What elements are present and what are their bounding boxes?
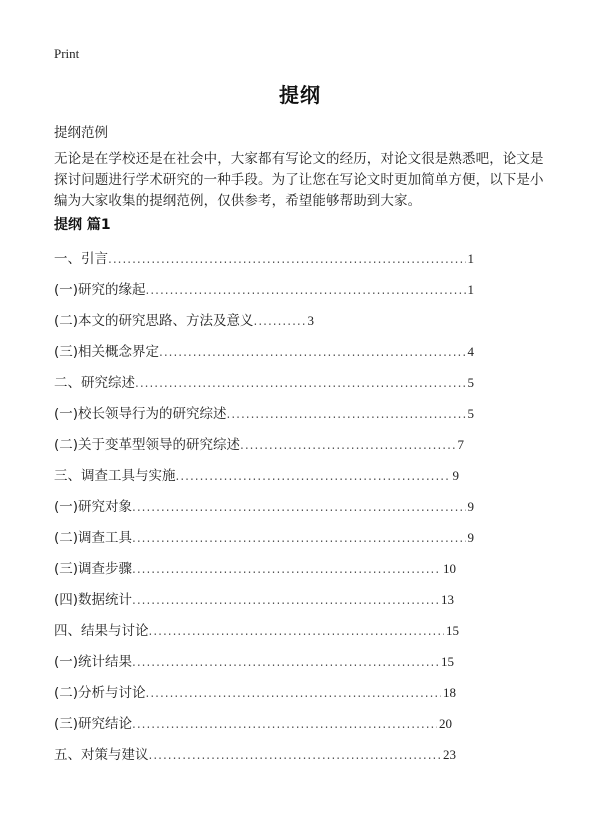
toc-entry[interactable]: [54, 557, 456, 588]
toc-dot-leader: [146, 686, 441, 700]
toc-entry-page-number: 4: [467, 344, 474, 359]
toc-entry-label: (三)调查步骤: [54, 561, 133, 577]
toc-entry-page-number: 15: [441, 654, 454, 669]
toc-entry[interactable]: [54, 588, 454, 619]
toc-entry-label: (二)调查工具: [54, 530, 133, 546]
subtitle: 提纲范例: [54, 125, 108, 141]
toc-entry[interactable]: [54, 495, 474, 526]
toc-entry-page-number: 5: [467, 375, 474, 390]
toc-entry-label: (一)研究对象: [54, 499, 133, 515]
toc-dot-leader: [132, 717, 437, 731]
toc-entry-label: 五、对策与建议: [54, 747, 149, 763]
toc-entry[interactable]: [54, 712, 452, 743]
toc-entry-label: 二、研究综述: [54, 375, 135, 391]
table-of-contents: [54, 247, 554, 774]
toc-dot-leader: [254, 314, 306, 328]
toc-entry-page-number: 13: [441, 592, 454, 607]
toc-entry-page-number: 15: [446, 623, 459, 638]
toc-entry[interactable]: [54, 402, 474, 433]
toc-entry-label: 四、结果与讨论: [54, 623, 149, 639]
toc-entry-page-number: 3: [307, 313, 314, 328]
section-heading: 提纲 篇1: [54, 217, 111, 233]
toc-entry[interactable]: [54, 743, 456, 774]
toc-entry[interactable]: [54, 619, 459, 650]
toc-entry[interactable]: [54, 340, 474, 371]
intro-line: 编为大家收集的提纲范例，仅供参考，希望能够帮助到大家。: [54, 193, 422, 209]
toc-entry-label: (一)统计结果: [54, 654, 133, 670]
toc-entry-page-number: 7: [457, 437, 464, 452]
toc-dot-leader: [146, 283, 466, 297]
toc-dot-leader: [132, 500, 465, 514]
print-label[interactable]: Print: [54, 46, 80, 61]
toc-entry[interactable]: [54, 464, 459, 495]
toc-entry[interactable]: [54, 681, 456, 712]
toc-entry-page-number: 10: [443, 561, 456, 576]
toc-entry-page-number: 9: [467, 499, 474, 514]
intro-line: 探讨问题进行学术研究的一种手段。为了让您在写论文时更加简单方便，以下是小: [54, 172, 544, 188]
toc-entry-label: (一)研究的缘起: [54, 282, 146, 298]
toc-dot-leader: [132, 562, 441, 576]
toc-dot-leader: [227, 407, 466, 421]
toc-dot-leader: [240, 438, 455, 452]
toc-entry-label: (二)本文的研究思路、方法及意义: [54, 313, 254, 329]
toc-entry-page-number: 18: [443, 685, 456, 700]
toc-dot-leader: [108, 252, 466, 266]
toc-entry[interactable]: [54, 278, 474, 309]
toc-entry-page-number: 9: [452, 468, 459, 483]
toc-entry-page-number: 1: [467, 282, 474, 297]
toc-entry-label: (二)关于变革型领导的研究综述: [54, 437, 241, 453]
toc-entry-label: (二)分析与讨论: [54, 685, 146, 701]
toc-entry[interactable]: [54, 526, 474, 557]
toc-entry[interactable]: [54, 371, 474, 402]
toc-entry[interactable]: [54, 247, 474, 278]
toc-entry-page-number: 20: [439, 716, 452, 731]
toc-entry-label: (四)数据统计: [54, 592, 133, 608]
toc-dot-leader: [132, 531, 465, 545]
toc-entry-page-number: 1: [467, 251, 474, 266]
toc-entry[interactable]: [54, 433, 464, 464]
toc-dot-leader: [135, 376, 466, 390]
toc-entry-label: 一、引言: [54, 251, 108, 267]
toc-entry-label: (三)研究结论: [54, 716, 133, 732]
toc-dot-leader: [132, 593, 439, 607]
toc-entry-page-number: 23: [443, 747, 456, 762]
intro-line: 无论是在学校还是在社会中，大家都有写论文的经历，对论文很是熟悉吧，论文是: [54, 151, 544, 167]
toc-dot-leader: [159, 345, 465, 359]
toc-entry-label: (三)相关概念界定: [54, 344, 160, 360]
toc-entry-page-number: 5: [467, 406, 474, 421]
toc-entry[interactable]: [54, 650, 454, 681]
toc-dot-leader: [149, 624, 445, 638]
toc-dot-leader: [176, 469, 451, 483]
intro-paragraph: [54, 149, 554, 212]
toc-entry-label: 三、调查工具与实施: [54, 468, 176, 484]
toc-dot-leader: [132, 655, 439, 669]
toc-entry[interactable]: [54, 309, 314, 340]
toc-entry-label: (一)校长领导行为的研究综述: [54, 406, 227, 422]
toc-entry-page-number: 9: [467, 530, 474, 545]
toc-dot-leader: [149, 748, 442, 762]
page-title: 提纲: [279, 83, 321, 107]
